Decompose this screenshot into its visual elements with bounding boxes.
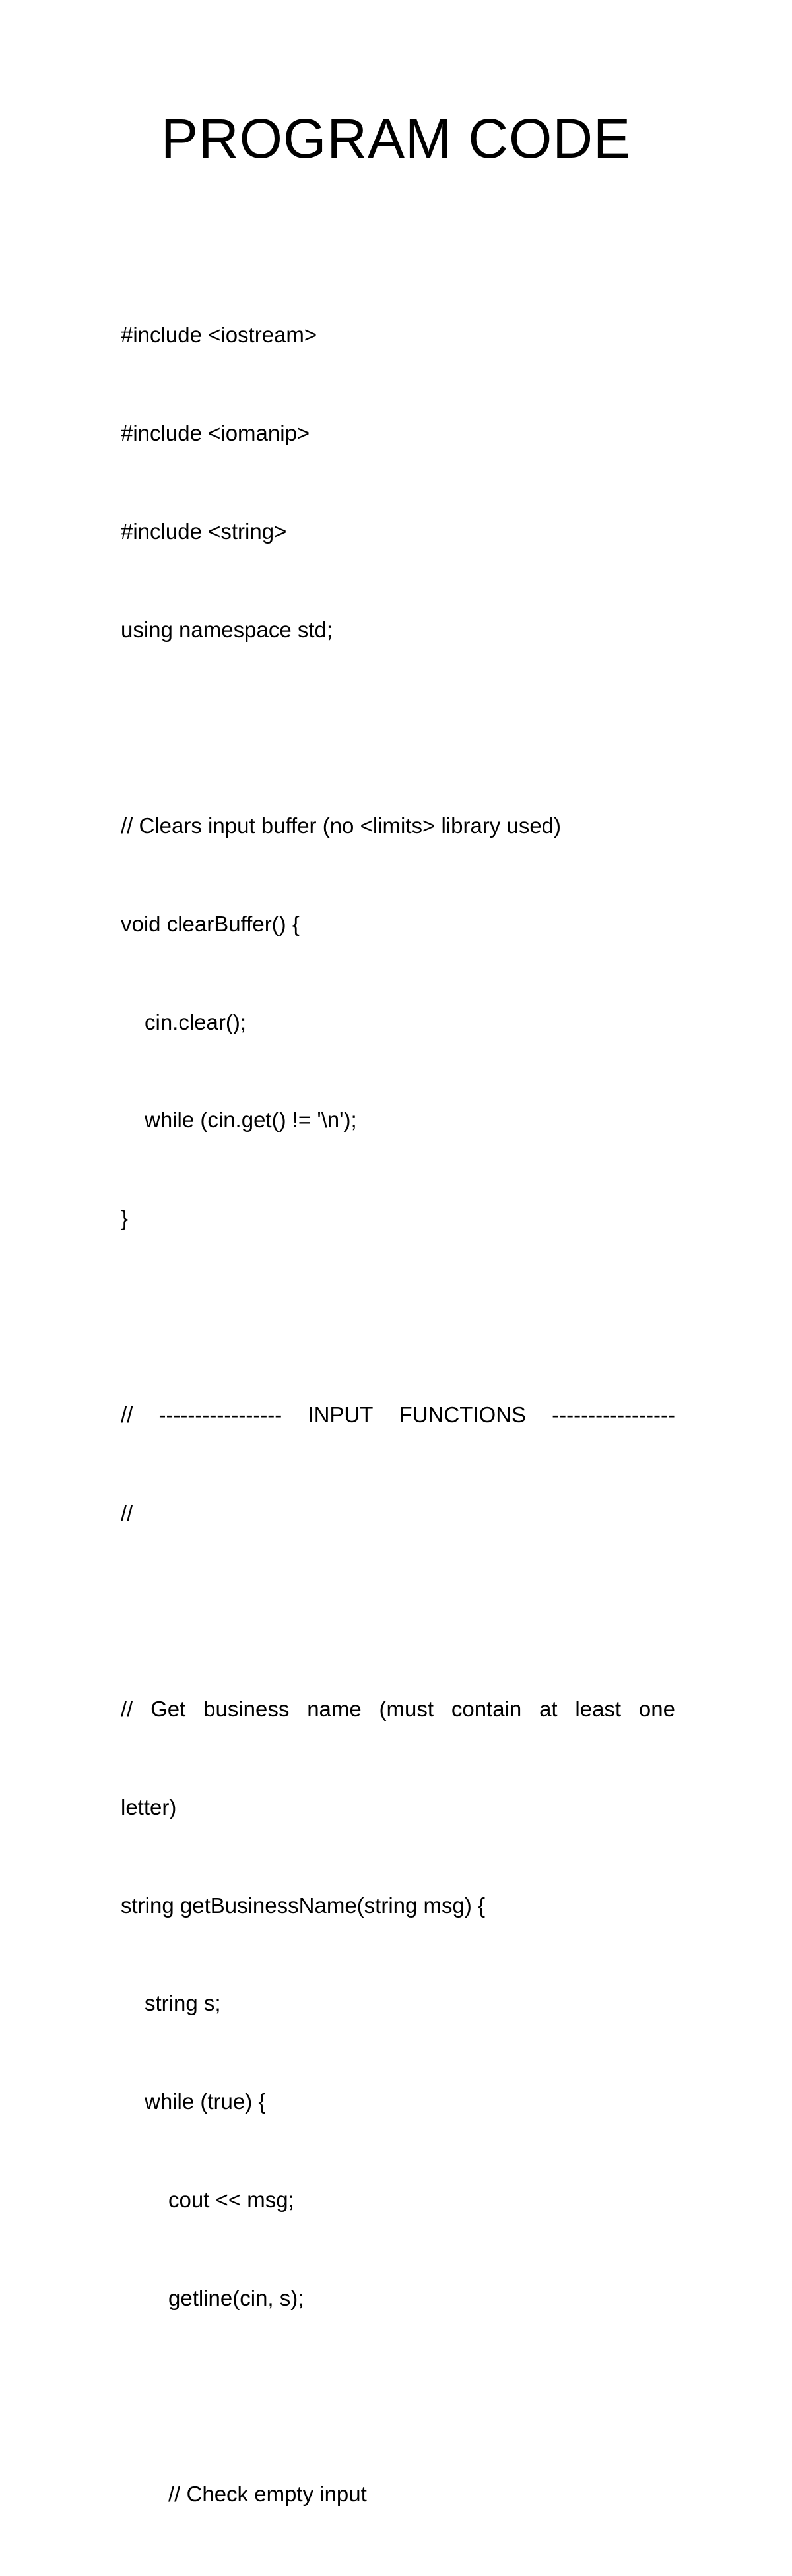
code-line: void clearBuffer() { bbox=[121, 911, 300, 936]
code-line: #include <iomanip> bbox=[121, 420, 310, 445]
code-block bbox=[121, 253, 675, 2576]
blank-line bbox=[121, 1300, 675, 1333]
code-line: string s; bbox=[145, 1991, 221, 2016]
comment-word: least bbox=[575, 1697, 622, 1722]
comment-word: business bbox=[203, 1697, 290, 1722]
divider-word-functions: FUNCTIONS bbox=[399, 1402, 527, 1427]
comment-word: one bbox=[638, 1697, 675, 1722]
code-line: cout << msg; bbox=[168, 2187, 294, 2213]
code-line: string getBusinessName(string msg) { bbox=[121, 1893, 486, 1918]
divider-dashes-right: ----------------- bbox=[552, 1402, 675, 1427]
code-line: cin.clear(); bbox=[145, 1009, 247, 1034]
code-line: } bbox=[121, 1206, 129, 1231]
divider-word-input: INPUT bbox=[308, 1402, 374, 1427]
code-line: while (true) { bbox=[145, 2089, 266, 2114]
justified-comment-line bbox=[121, 1693, 675, 1726]
code-line: getline(cin, s); bbox=[168, 2285, 304, 2310]
comment-word: Get bbox=[150, 1697, 186, 1722]
code-line: // Clears input buffer (no <limits> library used) bbox=[121, 813, 562, 838]
comment-word: at bbox=[539, 1697, 558, 1722]
blank-line bbox=[121, 711, 675, 744]
comment-word: contain bbox=[451, 1697, 522, 1722]
code-line: #include <iostream> bbox=[121, 323, 317, 348]
code-line: while (cin.get() != '\n'); bbox=[145, 1108, 357, 1133]
section-divider-line bbox=[121, 1398, 675, 1431]
comment-word: // bbox=[121, 1697, 133, 1722]
blank-line bbox=[121, 1594, 675, 1627]
code-line: // bbox=[121, 1500, 133, 1525]
divider-dashes-left: ----------------- bbox=[158, 1402, 282, 1427]
blank-line bbox=[121, 2380, 675, 2413]
comment-word: (must bbox=[379, 1697, 434, 1722]
code-line: // Check empty input bbox=[168, 2482, 367, 2507]
page-title: PROGRAM CODE bbox=[160, 108, 632, 170]
code-line: letter) bbox=[121, 1794, 177, 1819]
comment-word: name bbox=[307, 1697, 362, 1722]
code-line: using namespace std; bbox=[121, 617, 333, 642]
divider-slashes: // bbox=[121, 1402, 133, 1427]
code-line: #include <string> bbox=[121, 518, 287, 544]
